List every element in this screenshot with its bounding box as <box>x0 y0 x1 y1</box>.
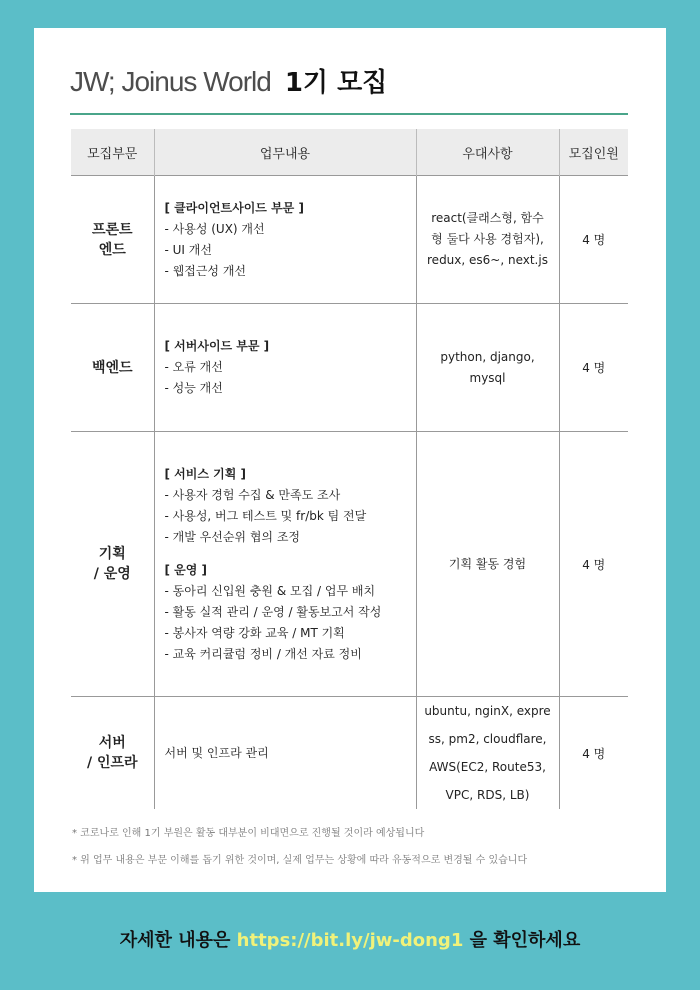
dept-label: / 운영 <box>93 566 131 582</box>
section-title: [ 서비스 기획 ] <box>164 466 246 481</box>
footer-suffix: 을 확인하세요 <box>463 930 581 951</box>
task-item: - 봉사자 역량 강화 교육 / MT 기획 <box>164 625 345 640</box>
task-item: - 웹접근성 개선 <box>164 263 247 278</box>
tasks-cell <box>154 432 416 697</box>
pref-line: AWS(EC2, Route53, <box>429 760 546 774</box>
footer-prefix: 자세한 내용은 <box>119 930 237 951</box>
recruit-heading: 1기 모집 <box>284 68 388 98</box>
pref-line: react(클래스형, 함수 <box>431 211 544 225</box>
pref-line: ubuntu, nginX, expre <box>424 704 551 718</box>
column-header-pref: 우대사항 <box>416 129 559 176</box>
count-cell: 4 명 <box>559 697 628 810</box>
column-header-count: 모집인원 <box>559 129 628 176</box>
pref-line: python, django, <box>440 349 535 364</box>
task-item: - 사용자 경험 수집 & 만족도 조사 <box>164 487 341 502</box>
dept-cell <box>71 176 154 304</box>
page-title <box>70 62 387 102</box>
task-item: - 성능 개선 <box>164 381 223 395</box>
task-item: - 사용성, 버그 테스트 및 fr/bk 팀 전달 <box>164 508 367 523</box>
footnote: * 코로나로 인해 1기 부원은 활동 대부분이 비대면으로 진행될 것이라 예상됩니다 <box>72 828 425 839</box>
task-item: 서버 및 인프라 관리 <box>164 745 269 760</box>
pref-line: mysql <box>469 370 506 385</box>
pref-line: 형 둘다 사용 경험자), <box>431 232 544 246</box>
task-item: - 활동 실적 관리 / 운영 / 활동보고서 작성 <box>164 604 382 619</box>
dept-label: 프론트 <box>91 221 133 238</box>
column-header-tasks: 업무내용 <box>154 129 416 176</box>
table-header-row <box>71 129 628 176</box>
dept-cell <box>71 432 154 697</box>
footer-banner <box>0 926 700 952</box>
pref-line: ss, pm2, cloudflare, <box>428 732 547 746</box>
count-cell: 4 명 <box>559 432 628 697</box>
column-header-dept: 모집부문 <box>71 129 154 176</box>
table-row <box>71 176 628 304</box>
table-row <box>71 697 628 810</box>
dept-label: 백엔드 <box>91 359 133 376</box>
footer-link[interactable]: https://bit.ly/jw-dong1 <box>236 930 464 951</box>
table-row <box>71 432 628 697</box>
poster-card <box>34 28 666 892</box>
section-title: [ 운영 ] <box>164 562 208 577</box>
task-item: - 사용성 (UX) 개선 <box>164 221 265 236</box>
pref-line: 기획 활동 경험 <box>448 556 527 571</box>
pref-line: VPC, RDS, LB) <box>445 788 530 802</box>
title-divider <box>70 113 628 115</box>
task-item: - 오류 개선 <box>164 360 223 374</box>
dept-cell <box>71 304 154 432</box>
dept-cell <box>71 697 154 810</box>
task-item: - 개발 우선순위 협의 조정 <box>164 529 301 544</box>
task-item: - 동아리 신입원 충원 & 모집 / 업무 배치 <box>164 583 376 598</box>
dept-label: 엔드 <box>98 241 126 258</box>
footnotes <box>72 820 527 874</box>
brand-logo-text: JW; Joinus World <box>70 66 271 97</box>
tasks-cell <box>154 304 416 432</box>
count-cell: 4 명 <box>559 304 628 432</box>
pref-cell <box>416 304 559 432</box>
dept-label: 기획 <box>98 546 126 562</box>
pref-cell <box>416 176 559 304</box>
section-gap <box>165 548 415 560</box>
pref-cell <box>416 432 559 697</box>
tasks-cell <box>154 697 416 810</box>
task-item: - 교육 커리큘럼 정비 / 개선 자료 정비 <box>164 646 362 661</box>
section-title: [ 클라이언트사이드 부문 ] <box>164 200 304 215</box>
tasks-cell <box>154 176 416 304</box>
table-row <box>71 304 628 432</box>
dept-label: 서버 <box>98 735 126 751</box>
dept-label: / 인프라 <box>86 755 138 771</box>
recruit-table <box>71 129 628 809</box>
footnote: * 위 업무 내용은 부문 이해를 돕기 위한 것이며, 실제 업무는 상황에 따라 유동적으로 변경될 수 있습니다 <box>72 855 528 866</box>
section-title: [ 서버사이드 부문 ] <box>164 339 270 353</box>
pref-line: redux, es6~, next.js <box>427 253 548 267</box>
pref-cell <box>416 697 559 810</box>
task-item: - UI 개선 <box>164 242 212 257</box>
count-cell: 4 명 <box>559 176 628 304</box>
